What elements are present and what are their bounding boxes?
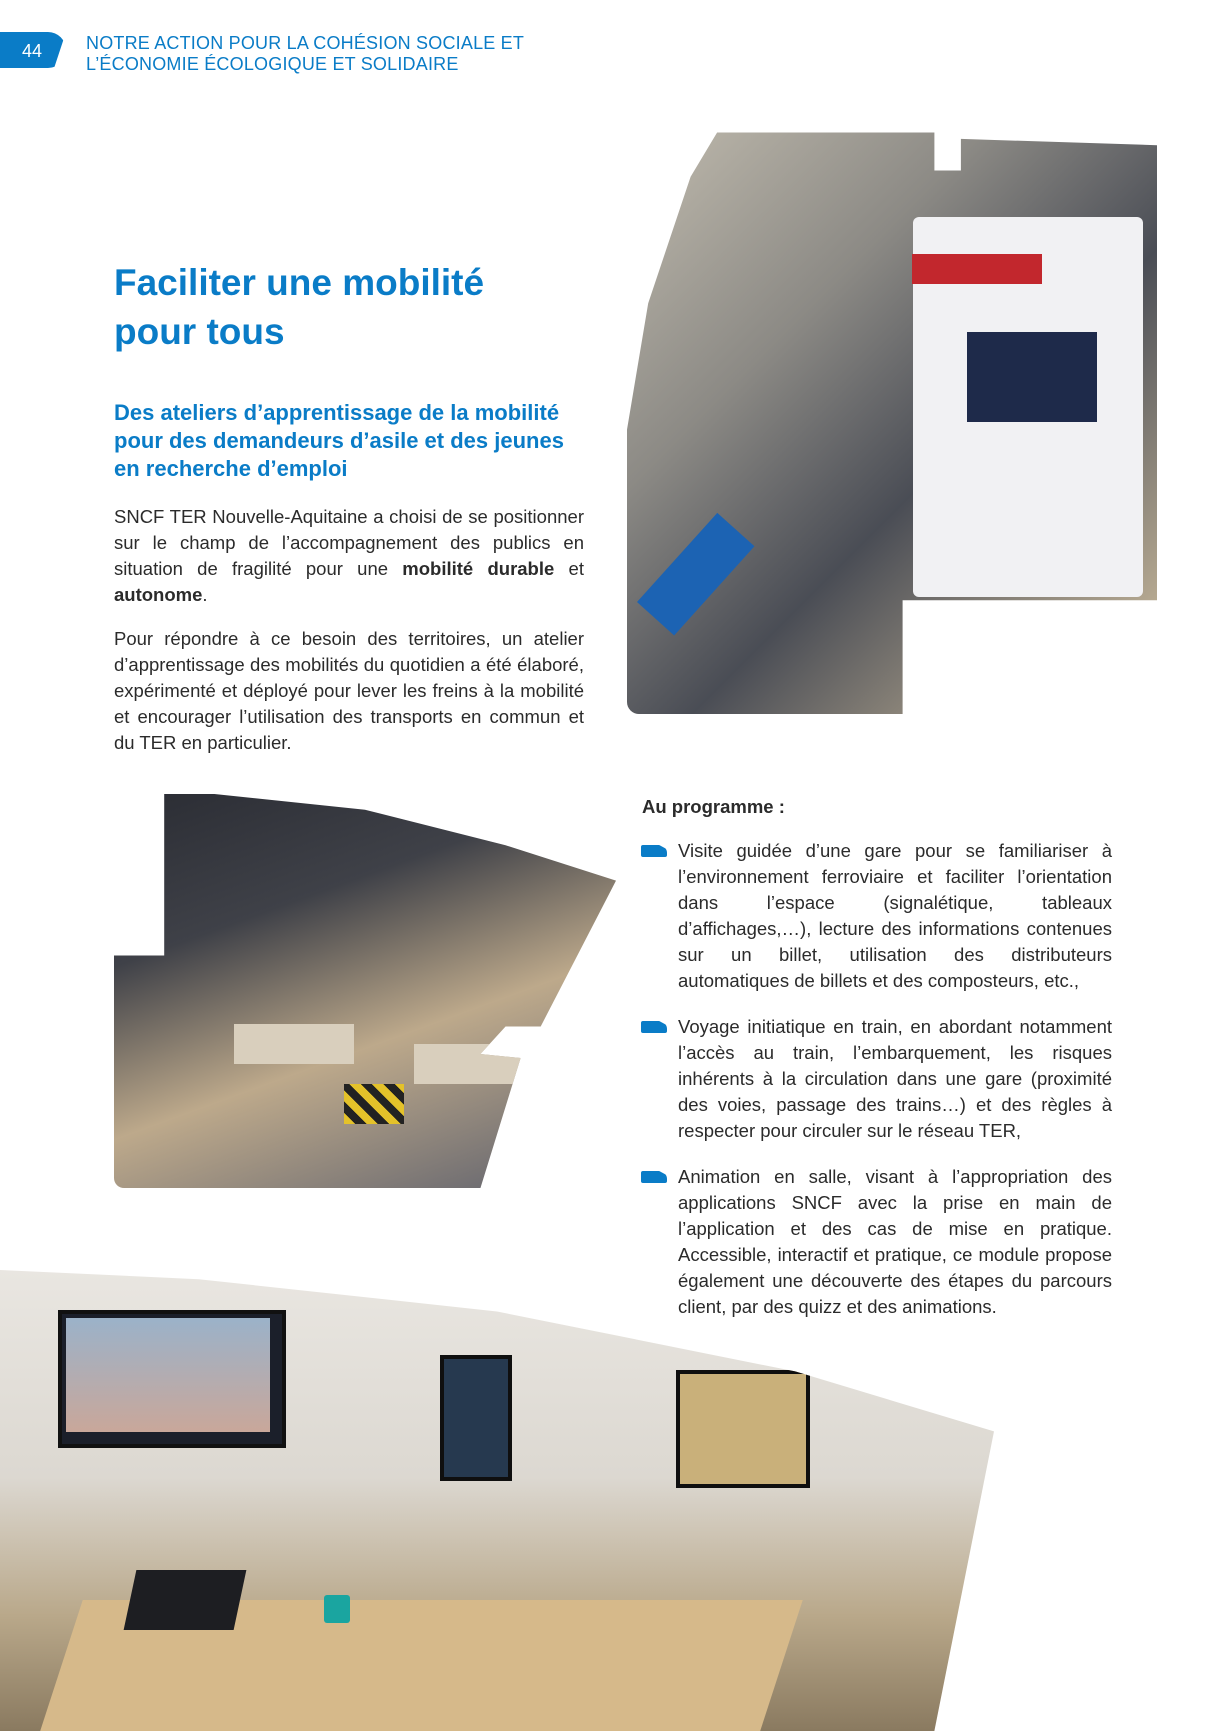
list-item <box>640 1164 1112 1320</box>
program-list <box>640 838 1112 1340</box>
mug-shape <box>324 1595 350 1623</box>
train-interior-photo <box>114 794 616 1188</box>
paragraph-1-end: . <box>202 584 208 605</box>
floor-marking-shape <box>344 1084 404 1124</box>
kiosk-banner-shape <box>912 254 1042 284</box>
paragraph-1-bold-1: mobilité durable <box>402 558 555 579</box>
page-title-line-1: Faciliter une mobilité <box>114 262 485 303</box>
section-header-line-2: L’ÉCONOMIE ÉCOLOGIQUE ET SOLIDAIRE <box>86 54 459 74</box>
tab-bullet-icon <box>641 845 667 857</box>
paragraph-1-mid: et <box>554 558 584 579</box>
list-item <box>640 838 1112 994</box>
backpack-strap-shape <box>637 513 754 636</box>
paragraph-1-bold-2: autonome <box>114 584 203 605</box>
train-table-shape <box>234 1024 354 1064</box>
paragraph-1 <box>114 504 584 608</box>
page-title-line-2: pour tous <box>114 311 285 352</box>
list-item-text: Voyage initiatique en train, en abordant notamment l’accès au train, l’embarquement, les risques inhérents à la circulation dans une gare (proximité des voies, passage des trains…) et des règles à respecter pour circuler sur le réseau TER, <box>678 1016 1112 1141</box>
ticket-machine-photo <box>627 82 1157 714</box>
program-title: Au programme : <box>642 796 785 817</box>
paragraph-1-text: SNCF TER Nouvelle-Aquitaine a choisi de se positionner sur le champ de l’accompagnement des publics en situation de fragilité pour une <box>114 506 584 579</box>
laptop-shape <box>124 1570 247 1630</box>
list-item-text: Visite guidée d’une gare pour se familiariser à l’environnement ferroviaire et faciliter l’orientation dans l’espace (signalétique, tableaux d’affichages,…), lecture des informations contenues sur un billet, utilisation des distributeurs automatiques de billets et des composteurs, etc., <box>678 840 1112 991</box>
page-number: 44 <box>22 41 43 61</box>
section-header <box>86 33 524 75</box>
article-subtitle: Des ateliers d’apprentissage de la mobilité pour des demandeurs d’asile et des jeunes en recherche d’emploi <box>114 400 564 481</box>
page-title <box>114 258 484 356</box>
wall-poster-shape <box>440 1355 512 1481</box>
list-item-text: Animation en salle, visant à l’appropriation des applications SNCF avec la prise en main de l’application et des cas de mise en pratique. Accessible, interactif et pratique, ce module propose également une découverte des étapes du parcours client, par des quizz et des animations. <box>678 1166 1112 1317</box>
paragraph-2: Pour répondre à ce besoin des territoires, un atelier d’apprentissage des mobilités du quotidien a été élaboré, expérimenté et déployé pour lever les freins à la mobilité et encourager l’utilisation des transports en commun et du TER en particulier. <box>114 628 584 753</box>
tab-bullet-icon <box>641 1021 667 1033</box>
train-table-shape <box>414 1044 534 1084</box>
kiosk-screen-shape <box>967 332 1097 422</box>
wall-screen-image-shape <box>66 1318 270 1432</box>
wall-poster-shape <box>676 1370 810 1488</box>
section-header-line-1: NOTRE ACTION POUR LA COHÉSION SOCIALE ET <box>86 33 525 53</box>
list-item <box>640 1014 1112 1144</box>
tab-bullet-icon <box>641 1171 667 1183</box>
